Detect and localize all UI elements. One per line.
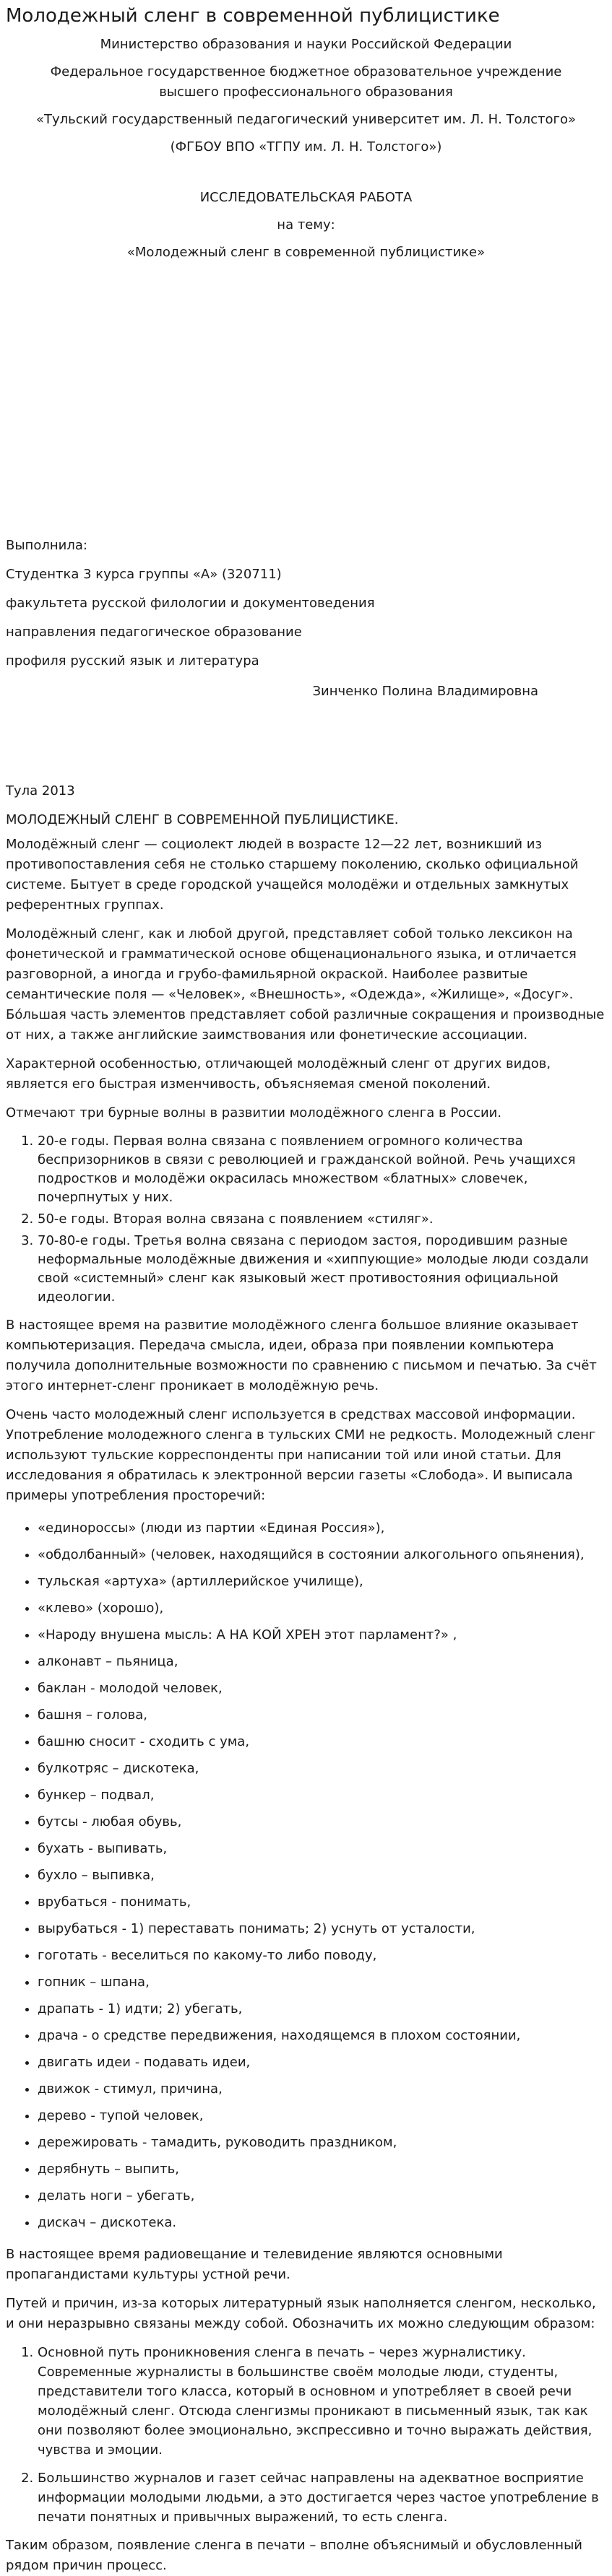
list-item: • двигать идеи - подавать идеи, — [38, 2049, 606, 2076]
list-item: 2. 50-е годы. Вторая волна связана с появлением «стиляг». — [38, 1210, 606, 1229]
list-item: • движок - стимул, причина, — [38, 2076, 606, 2102]
list-item: • гопник – шпана, — [38, 1969, 606, 1996]
university-name-line: «Тульский государственный педагогический университет им. Л. Н. Толстого» — [35, 112, 576, 127]
list-item: • дискач – дискотека. — [38, 2209, 606, 2236]
author-label: Выполнила: — [6, 538, 87, 553]
list-item: • алконавт – пьяница, — [38, 1648, 606, 1675]
paragraph: В настоящее время на развитие молодёжного сленга большое влияние оказывает компьютеризация. Передача смысла, идеи, образа при появлении компьютера получила дополнительные возможности по сравнению с письмом и печатью. За счёт этого интернет-сленг проникает в молодёжную речь. — [6, 1318, 597, 1393]
list-item: • делать ноги – убегать, — [38, 2183, 606, 2209]
author-direction: направления педагогическое образование — [6, 625, 302, 640]
list-item: • врубаться - понимать, — [38, 1889, 606, 1915]
list-item: 2. Большинство журналов и газет сейчас направлены на адекватное восприятие информации молодыми людьми, а это достигается через частое употребление в печати понятных и привычных выражений, то есть сленга. — [38, 2468, 606, 2527]
author-profile: профиля русский язык и литература — [6, 653, 259, 669]
paragraph: Молодёжный сленг — социолект людей в возрасте 12—22 лет, возникший из противопоставления себя не столько старшему поколению, сколько официальной системе. Бытует в среде городской учащейся молодёжи и отдельных замкнутых референтных группах. — [6, 837, 579, 913]
list-item: 3. 70-80-е годы. Третья волна связана с периодом застоя, породившим разные неформальные молодёжные движения и «хиппующие» молодые люди создали свой «системный» сленг как языковый жест противостояния официальной идеологии. — [38, 1232, 606, 1307]
list-item: • дережировать - тамадить, руководить праздником, — [38, 2129, 606, 2156]
paragraph: Характерной особенностью, отличающей молодёжный сленг от других видов, является его быстрая изменчивость, объясняемая сменой поколений. — [6, 1056, 551, 1092]
list-item: • бункер – подвал, — [38, 1782, 606, 1809]
document-page — [0, 4, 612, 2576]
list-item: • булкотряс – дискотека, — [38, 1755, 606, 1782]
list-item: • драпать - 1) идти; 2) убегать, — [38, 1996, 606, 2022]
conclusion-paragraph: Таким образом, появление сленга в печати – вполне объяснимый и обусловленный рядом причин процесс. — [6, 2538, 582, 2573]
title-page-header — [6, 35, 606, 263]
list-item: • «единороссы» (люди из партии «Единая Россия»), — [38, 1515, 606, 1541]
paragraph: В настоящее время радиовещание и телевидение являются основными пропагандистами культуры устной речи. — [6, 2247, 503, 2282]
article-body — [6, 835, 606, 2576]
slang-ways-list — [6, 2343, 606, 2527]
list-item: • башню сносит - сходить с ума, — [38, 1728, 606, 1755]
paragraph: Отмечают три бурные волны в развитии молодёжного сленга в России. — [6, 1105, 502, 1121]
list-item: • гоготать - веселиться по какому-то либо поводу, — [38, 1942, 606, 1969]
list-item: • дерево - тупой человек, — [38, 2102, 606, 2129]
on-topic-label: на тему: — [277, 217, 335, 232]
list-item: • «обдолбанный» (человек, находящийся в состоянии алкогольного опьянения), — [38, 1541, 606, 1568]
list-item: • «клево» (хорошо), — [38, 1595, 606, 1622]
author-name: Зинченко Полина Владимировна — [312, 684, 538, 699]
university-abbr-line: (ФГБОУ ВПО «ТГПУ им. Л. Н. Толстого») — [170, 139, 442, 155]
paragraph: Путей и причин, из-за которых литературный язык наполняется сленгом, несколько, и они неразрывно связаны между собой. Обозначить их можно следующим образом: — [6, 2296, 596, 2331]
list-item: • вырубаться - 1) переставать понимать; 2) уснуть от усталости, — [38, 1915, 606, 1942]
institution-level-line: высшего профессионального образования — [159, 84, 453, 100]
paragraph: Очень часто молодежный сленг используется в средствах массовой информации. Употребление молодежного сленга в тульских СМИ не редкость. Молодежный сленг используют тульские корреспонденты при написании той или иной статьи. Для исследования я обратилась к электронной версии газеты «Слобода». И выписала примеры употребления просторечий: — [6, 1407, 596, 1503]
list-item: • бутсы - любая обувь, — [38, 1809, 606, 1835]
list-item: • драча - о средстве передвижения, находящемся в плохом состоянии, — [38, 2022, 606, 2049]
list-item: • бухать - выпивать, — [38, 1835, 606, 1862]
slang-examples-list — [6, 1515, 606, 2236]
work-type: ИССЛЕДОВАТЕЛЬСКАЯ РАБОТА — [199, 190, 413, 205]
institution-type-line: Федеральное государственное бюджетное образовательное учреждение — [50, 64, 562, 79]
list-item: 1. Основной путь проникновения сленга в печать – через журналистику. Современные журналисты в большинстве своём молодые люди, студенты, представители того класса, который в основном и употребляет в своей речи молодёжный сленг. Отсюда сленгизмы проникают в письменный язык, так как они позволяют более эмоционально, экспрессивно и точно выражать действия, чувства и эмоции. — [38, 2343, 606, 2460]
list-item: • бухло – выпивка, — [38, 1862, 606, 1889]
list-item: • «Народу внушена мысль: А НА КОЙ ХРЕН этот парламент?» , — [38, 1622, 606, 1648]
list-item: • баклан - молодой человек, — [38, 1675, 606, 1702]
author-faculty: факультета русской филологии и документоведения — [6, 596, 375, 611]
city-year: Тула 2013 — [6, 783, 75, 799]
ministry-line: Министерство образования и науки Российской Федерации — [100, 37, 512, 52]
list-item: 1. 20-е годы. Первая волна связана с появлением огромного количества беспризорников в связи с революцией и гражданской войной. Речь учащихся подростков и молодёжи окрасилась множеством «блатных» словечек, почерпнутых у них. — [38, 1132, 606, 1207]
list-item: • дерябнуть – выпить, — [38, 2156, 606, 2183]
document-title: Молодежный сленг в современной публицистике — [6, 5, 500, 27]
author-block — [6, 531, 606, 708]
author-course: Студентка 3 курса группы «А» (320711) — [6, 567, 282, 582]
list-item: • тульская «артуха» (артиллерийское училище), — [38, 1568, 606, 1595]
slang-waves-list — [6, 1132, 606, 1307]
list-item: • башня – голова, — [38, 1702, 606, 1728]
work-topic: «Молодежный сленг в современной публицистике» — [126, 245, 486, 260]
section-title: МОЛОДЕЖНЫЙ СЛЕНГ В СОВРЕМЕННОЙ ПУБЛИЦИСТИКЕ. — [6, 812, 399, 827]
paragraph: Молодёжный сленг, как и любой другой, представляет собой только лексикон на фонетической и грамматической основе общенационального языка, и отличается разговорной, а иногда и грубо-фамильярной окраской. Наиболее развитые семантические поля — «Человек», «Внешность», «Одежда», «Жилище», «Досуг». Бо́льшая часть элементов представляет собой различные сокращения и производные от них, а также английские заимствования или фонетические ассоциации. — [6, 926, 605, 1043]
